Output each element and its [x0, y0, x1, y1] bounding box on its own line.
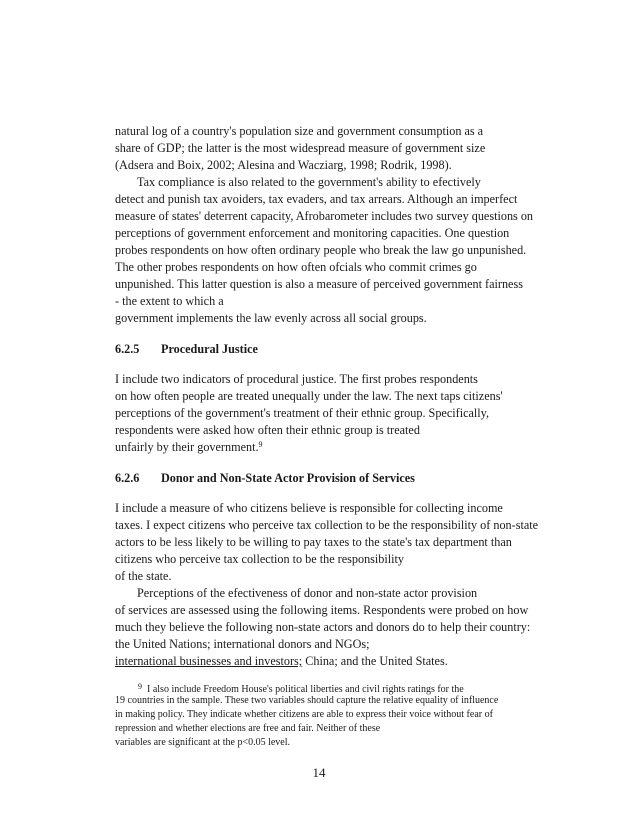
body-line: on how often people are treated unequally under the law. The next taps citizens' [115, 389, 503, 403]
body-text: China; and the United States. [302, 654, 448, 668]
body-line: I include two indicators of procedural justice. The first probes respondents [115, 372, 478, 386]
section-title: Donor and Non-State Actor Provision of Services [161, 471, 415, 485]
body-line [115, 653, 448, 670]
body-line: of the state. [115, 569, 172, 583]
section-number: 6.2.5 [115, 342, 140, 356]
body-line: citizens who perceive tax collection to be the responsibility [115, 552, 405, 566]
footnote-number: 9 [138, 682, 142, 691]
footnote-line: in making policy. They indicate whether citizens are able to express their voice without fear of [115, 709, 493, 720]
body-line: of services are assessed using the following items. Respondents were probed on how [115, 603, 529, 617]
body-line: perceptions of the government's treatment of their ethnic group. Specifically, [115, 406, 490, 420]
body-line: respondents were asked how often their ethnic group is treated [115, 423, 420, 437]
body-line: Perceptions of the efectiveness of donor and non-state actor provision [137, 586, 478, 600]
body-line: measure of states' deterrent capacity, Afrobarometer includes two survey questions on [115, 209, 534, 223]
body-line: unpunished. This latter question is also a measure of perceived government fairness [115, 277, 523, 291]
body-text: unfairly by their government. [115, 440, 259, 454]
section-heading-6-2-6 [115, 470, 415, 487]
body-line: government implements the law evenly across all social groups. [115, 311, 427, 325]
body-line: perceptions of government enforcement and monitoring capacities. One question [115, 226, 510, 240]
footnote-reference[interactable]: 9 [258, 440, 263, 449]
footnote-text: I also include Freedom House's political liberties and civil rights ratings for the [147, 684, 464, 695]
body-line: much they believe the following non-state actors and donors do to help their country: [115, 620, 531, 634]
footnote-line: 19 countries in the sample. These two variables should capture the relative equality of influence [115, 695, 499, 706]
body-line: detect and punish tax avoiders, tax evaders, and tax arrears. Although an imperfect [115, 192, 518, 206]
footnote-line: repression and whether elections are free and fair. Neither of these [115, 723, 381, 734]
body-line: probes respondents on how often ordinary people who break the law go unpunished. [115, 243, 527, 257]
body-line: the United Nations; international donors and NGOs; [115, 637, 370, 651]
section-heading-6-2-5 [115, 341, 258, 358]
body-line-with-footnote [115, 439, 263, 456]
section-title: Procedural Justice [161, 342, 258, 356]
body-line: natural log of a country's population size and government consumption as a [115, 124, 484, 138]
body-line: (Adsera and Boix, 2002; Alesina and Wacziarg, 1998; Rodrik, 1998). [115, 158, 452, 172]
page-number: 14 [312, 765, 326, 780]
section-number: 6.2.6 [115, 471, 140, 485]
underlined-text: international businesses and investors; [115, 654, 303, 668]
body-line: taxes. I expect citizens who perceive tax collection to be the responsibility of non-state [115, 518, 539, 532]
body-line: share of GDP; the latter is the most widespread measure of government size [115, 141, 486, 155]
body-line: actors to be less likely to be willing to pay taxes to the state's tax department than [115, 535, 512, 549]
body-line: - the extent to which a [115, 294, 224, 308]
body-line: I include a measure of who citizens believe is responsible for collecting income [115, 501, 503, 515]
body-line: The other probes respondents on how often ofcials who commit crimes go [115, 260, 477, 274]
footnote-line: variables are significant at the p<0.05 level. [115, 737, 291, 748]
body-line: Tax compliance is also related to the government's ability to efectively [137, 175, 481, 189]
